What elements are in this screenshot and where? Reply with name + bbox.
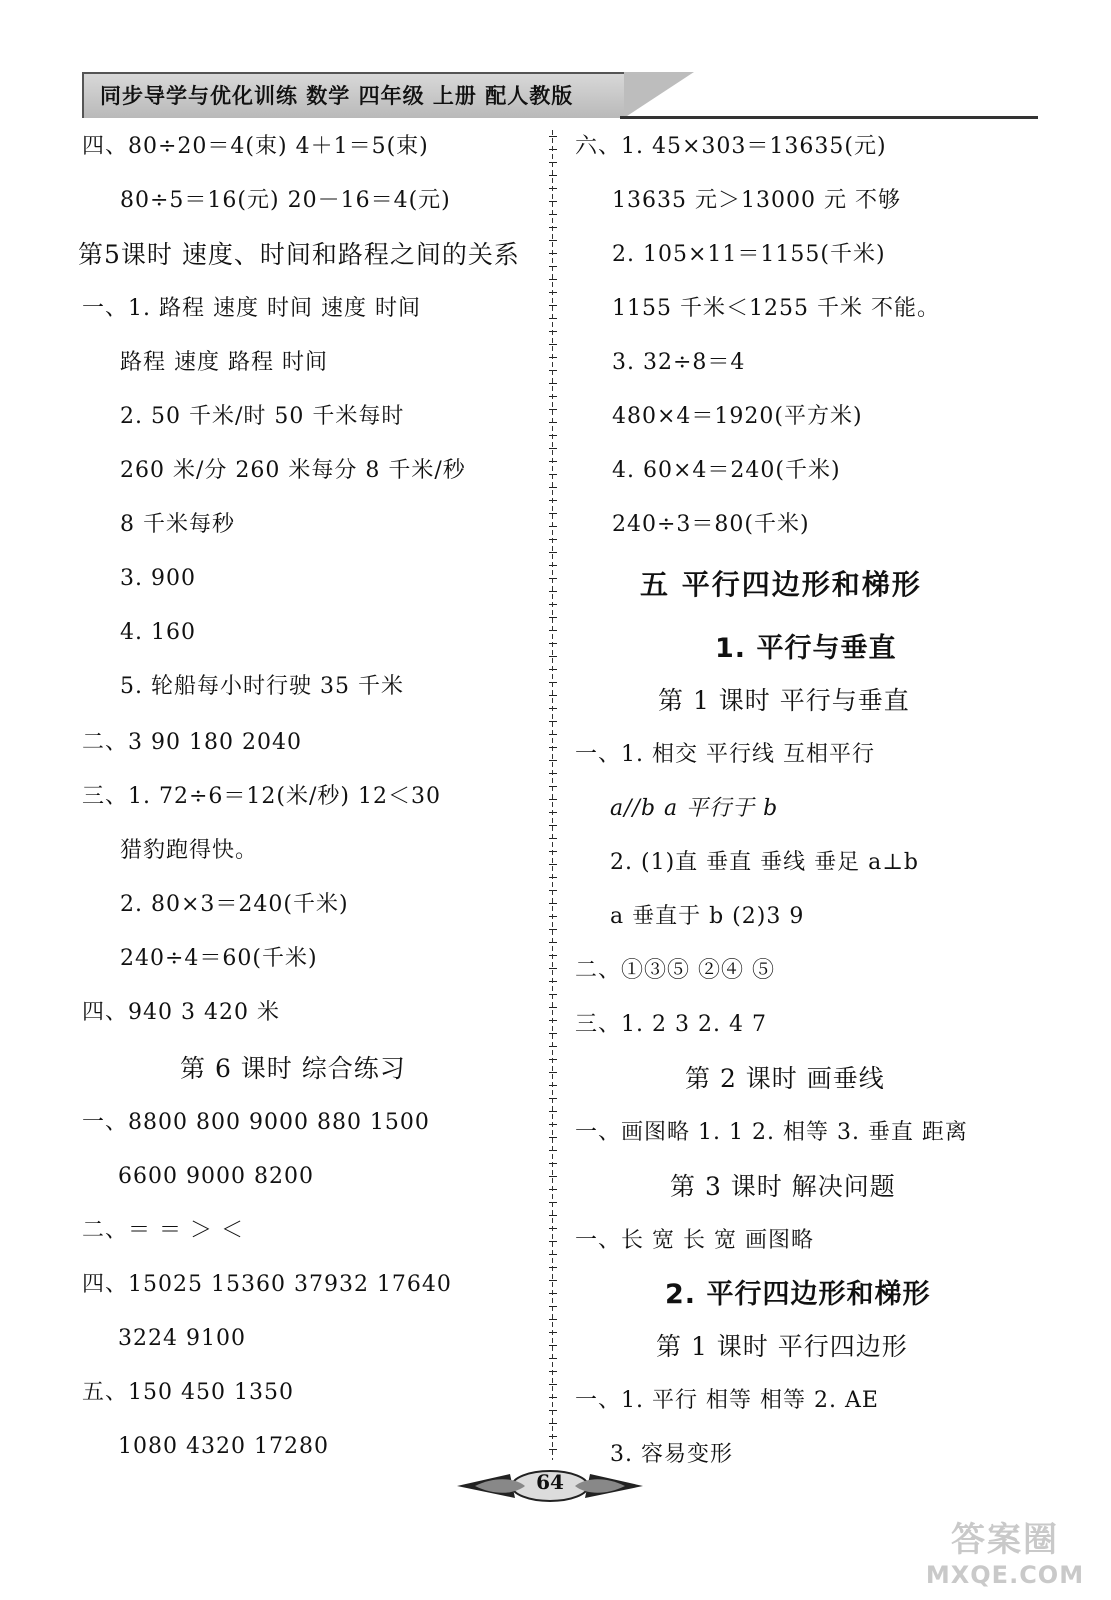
lesson-heading: 第 6 课时 综合练习 xyxy=(180,1054,406,1083)
lesson-heading: 第 1 课时 平行与垂直 xyxy=(658,686,910,715)
answer-line: 路程 速度 路程 时间 xyxy=(120,350,328,375)
page-number: 64 xyxy=(536,1470,564,1494)
answer-line: 6600 9000 8200 xyxy=(118,1164,314,1189)
answer-line: 3. 容易变形 xyxy=(610,1442,733,1467)
answer-line: 四、15025 15360 37932 17640 xyxy=(82,1272,452,1297)
answer-line: 3. 32÷8＝4 xyxy=(612,350,746,375)
answer-line: 四、80÷20＝4(束) 4＋1＝5(束) xyxy=(82,134,429,159)
answer-line: 猎豹跑得快。 xyxy=(120,838,259,863)
answer-line: 1080 4320 17280 xyxy=(118,1434,329,1459)
answer-line: a//b a 平行于 b xyxy=(610,796,779,821)
answer-line: 80÷5＝16(元) 20－16＝4(元) xyxy=(120,188,451,213)
answer-line: 一、长 宽 长 宽 画图略 xyxy=(575,1228,814,1253)
answer-line: 三、1. 72÷6＝12(米/秒) 12＜30 xyxy=(82,784,441,809)
answer-line: 一、8800 800 9000 880 1500 xyxy=(82,1110,430,1135)
answer-line: 四、940 3 420 米 xyxy=(82,1000,280,1025)
watermark-logo-text: 答案圈 xyxy=(951,1520,1059,1560)
answer-line: 13635 元＞13000 元 不够 xyxy=(612,188,901,213)
answer-line: 4. 60×4＝240(千米) xyxy=(612,458,841,483)
book-title: 同步导学与优化训练 数学 四年级 上册 配人教版 xyxy=(100,84,574,108)
answer-line: 一、画图略 1. 1 2. 相等 3. 垂直 距离 xyxy=(575,1120,968,1145)
watermark-url: MXQE.COM xyxy=(925,1561,1085,1589)
answer-line: 2. (1)直 垂直 垂线 垂足 a⊥b xyxy=(610,850,920,875)
answer-line: 2. 80×3＝240(千米) xyxy=(120,892,349,917)
answer-line: 一、1. 相交 平行线 互相平行 xyxy=(575,742,875,767)
answer-line: 二、3 90 180 2040 xyxy=(82,730,302,755)
answer-line: 260 米/分 260 米每分 8 千米/秒 xyxy=(120,458,466,483)
site-watermark xyxy=(905,1512,1105,1589)
answer-line: 六、1. 45×303＝13635(元) xyxy=(575,134,887,159)
column-divider xyxy=(549,130,557,1460)
answer-line: 240÷4＝60(千米) xyxy=(120,946,318,971)
lesson-heading: 第5课时 速度、时间和路程之间的关系 xyxy=(78,240,520,269)
answer-line: 480×4＝1920(平方米) xyxy=(612,404,863,429)
answer-line: 240÷3＝80(千米) xyxy=(612,512,810,537)
answer-line: 二、＝ ＝ ＞ ＜ xyxy=(82,1218,244,1243)
answer-line: 3. 900 xyxy=(120,566,196,591)
answer-line: 一、1. 路程 速度 时间 速度 时间 xyxy=(82,296,421,321)
answer-line: 8 千米每秒 xyxy=(120,512,235,537)
section-heading: 2. 平行四边形和梯形 xyxy=(665,1279,931,1310)
page-number-ribbon xyxy=(455,1468,645,1504)
answer-line: 1155 千米＜1255 千米 不能。 xyxy=(612,296,940,321)
section-heading: 1. 平行与垂直 xyxy=(715,633,897,664)
answer-line: a 垂直于 b (2)3 9 xyxy=(610,904,805,929)
lesson-heading: 第 1 课时 平行四边形 xyxy=(656,1332,908,1361)
answer-line: 2. 105×11＝1155(千米) xyxy=(612,242,886,267)
unit-heading: 五 平行四边形和梯形 xyxy=(640,568,922,601)
lesson-heading: 第 2 课时 画垂线 xyxy=(685,1064,885,1093)
answer-line: 三、1. 2 3 2. 4 7 xyxy=(575,1012,767,1037)
answer-line: 4. 160 xyxy=(120,620,196,645)
answer-line: 五、150 450 1350 xyxy=(82,1380,294,1405)
answer-line: 2. 50 千米/时 50 千米每时 xyxy=(120,404,405,429)
answer-line: 3224 9100 xyxy=(118,1326,246,1351)
header-rule xyxy=(620,116,1038,119)
answer-line: 5. 轮船每小时行驶 35 千米 xyxy=(120,674,404,699)
answer-line: 一、1. 平行 相等 相等 2. AE xyxy=(575,1388,879,1413)
answer-line: 二、①③⑤ ②④ ⑤ xyxy=(575,958,775,983)
lesson-heading: 第 3 课时 解决问题 xyxy=(670,1172,896,1201)
